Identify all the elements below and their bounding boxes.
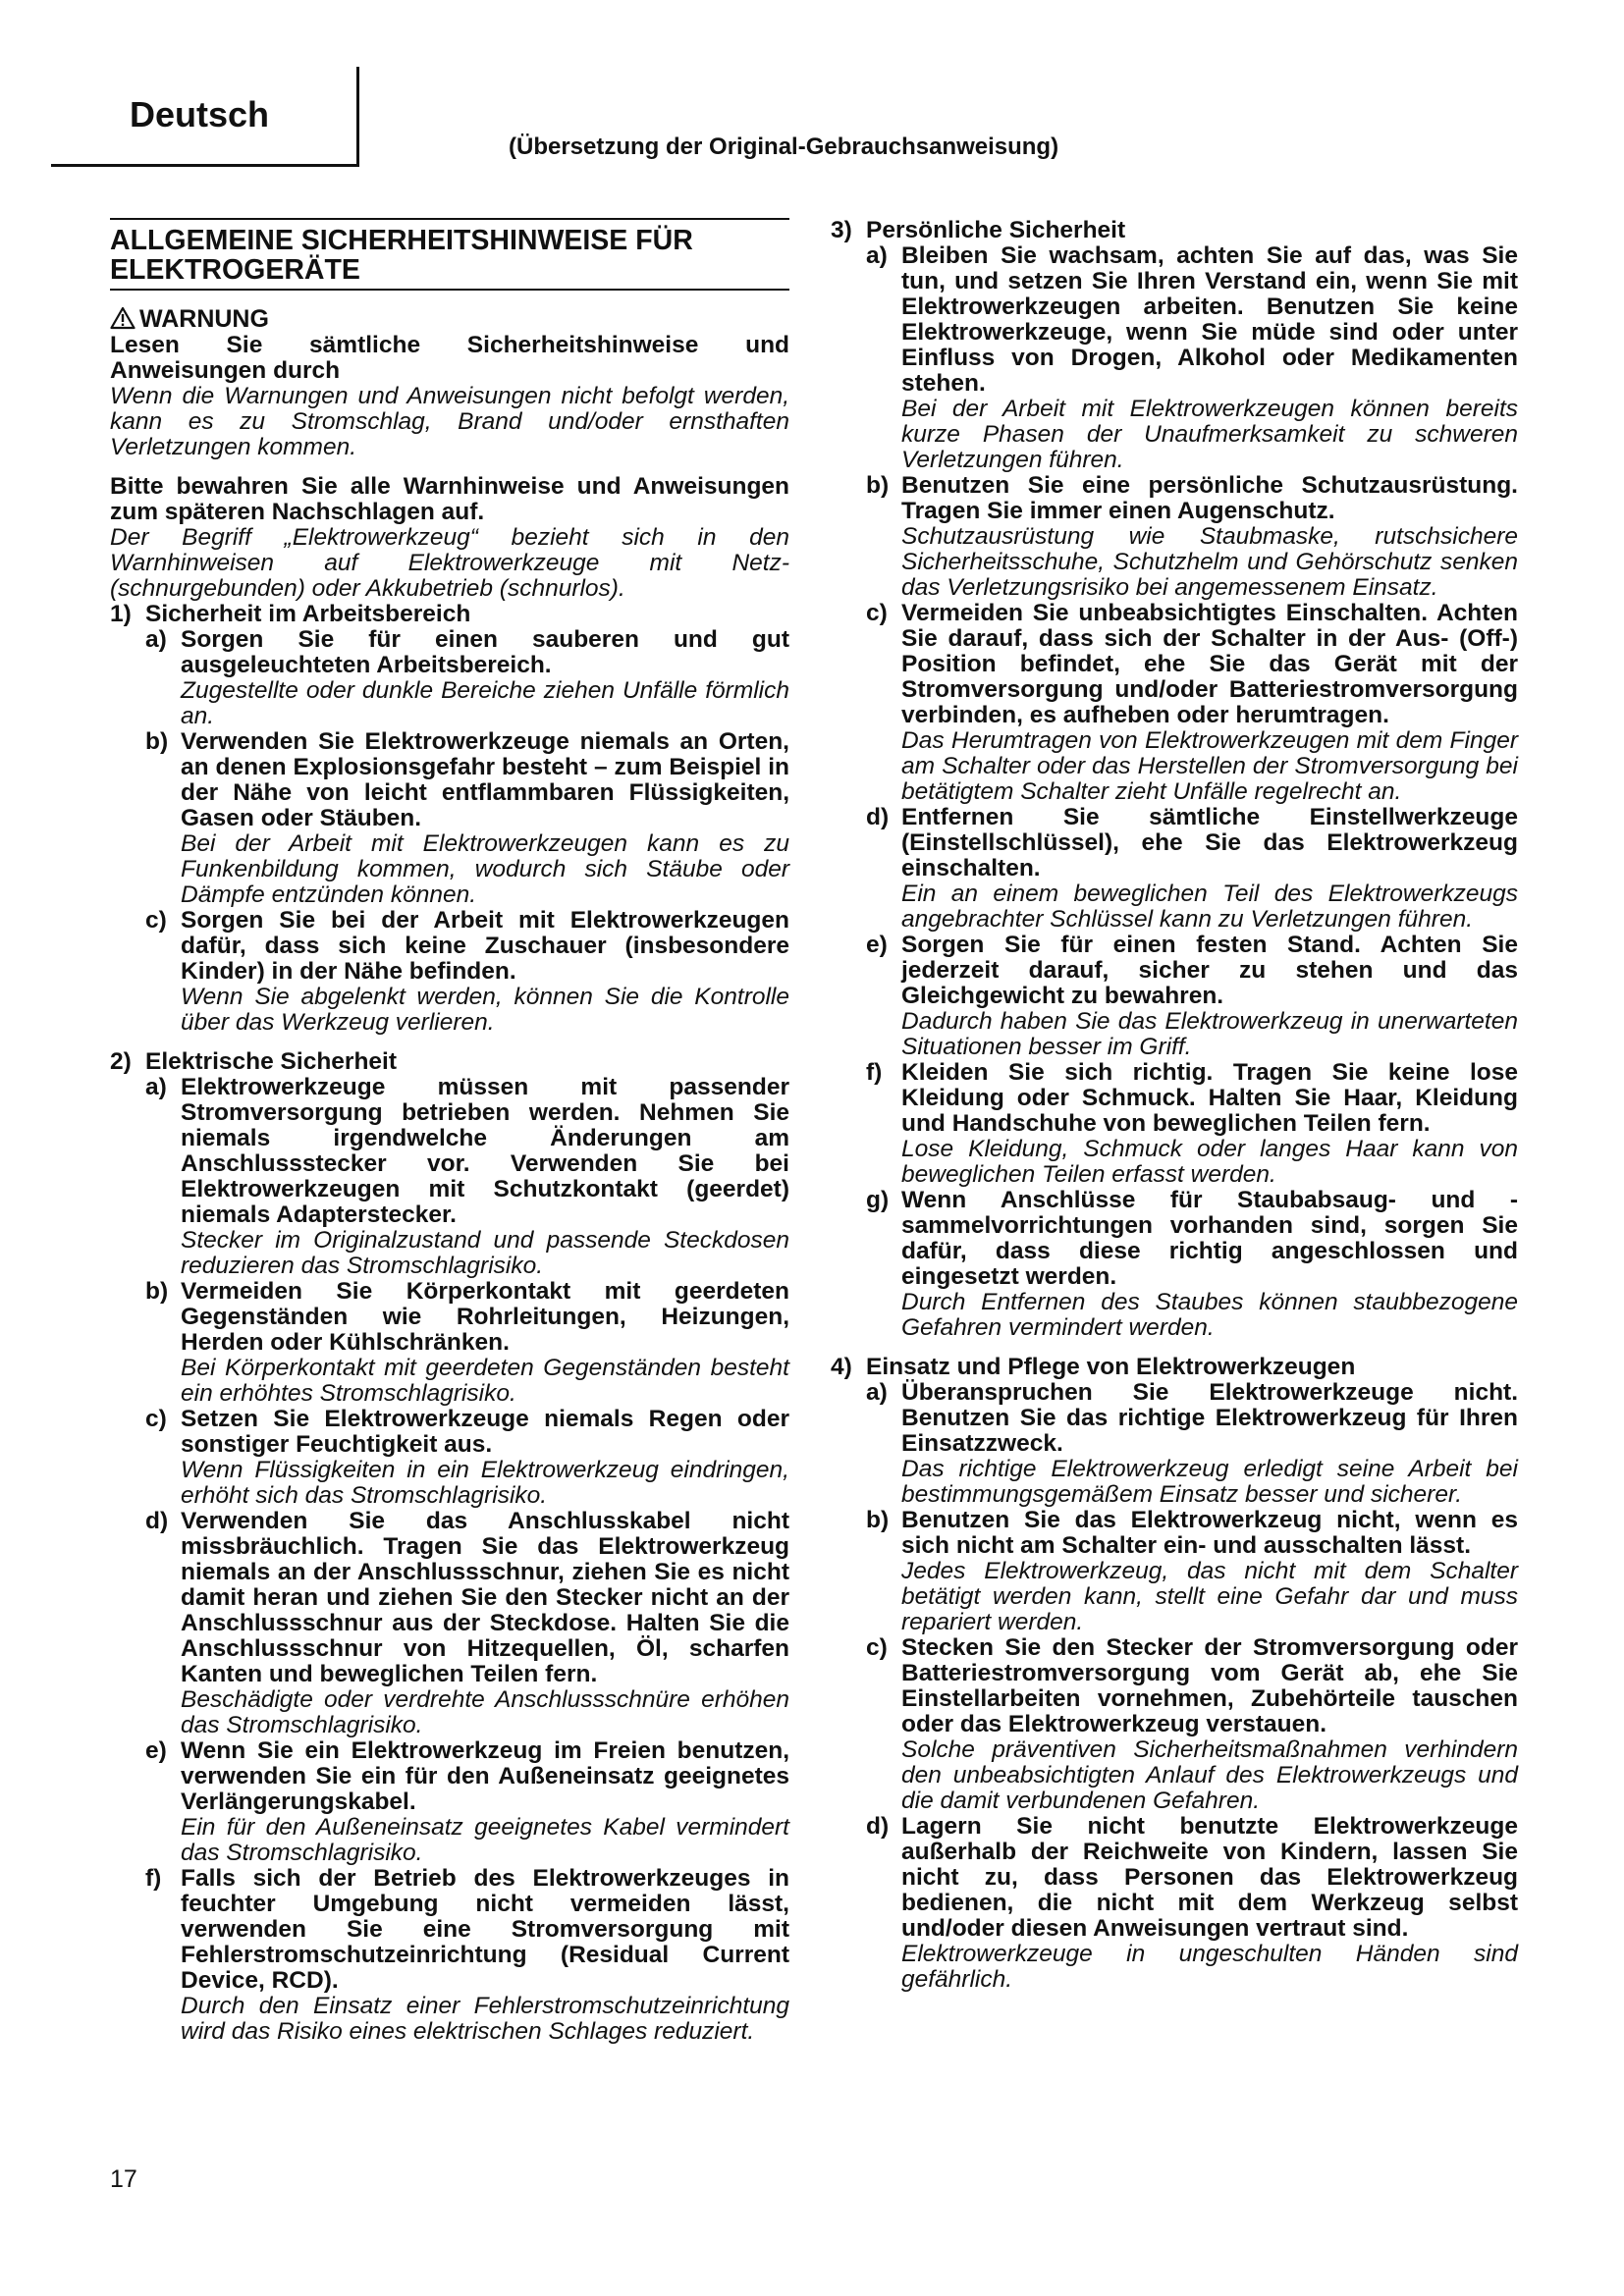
warning-bold-text: Lesen Sie sämtliche Sicherheitshinweise und Anweisungen durch [110, 332, 789, 384]
warning-label: WARNUNG [139, 305, 269, 333]
item-label: b) [866, 472, 890, 499]
item-italic: Solche präventiven Sicherheitsmaßnahmen verhindern den unbeabsichtigten Anlauf des Elektrowerkzeugs und die damit verbundenen Gefahren. [901, 1736, 1518, 1814]
item-label: f) [866, 1059, 883, 1086]
item-bold: Falls sich der Betrieb des Elektrowerkzeuges in feuchter Umgebung nicht vermeiden lässt, verwenden Sie eine Stromversorgung mit Fehlerstromschutzeinrichtung (Residual Current Device, RCD). [181, 1865, 789, 1994]
list-item [145, 908, 789, 1036]
item-italic: Ein für den Außeneinsatz geeignetes Kabel vermindert das Stromschlagrisiko. [181, 1814, 789, 1866]
section-heading: ALLGEMEINE SICHERHEITSHINWEISE FÜR ELEKTROGERÄTE [110, 218, 789, 291]
list-item [145, 1738, 789, 1866]
list-item [145, 1866, 789, 2045]
item-italic: Wenn Sie abgelenkt werden, können Sie die Kontrolle über das Werkzeug verlieren. [181, 984, 789, 1036]
item-label: c) [866, 1634, 888, 1661]
section-2 [110, 1049, 789, 1075]
section-3 [831, 218, 1518, 243]
item-bold: Verwenden Sie das Anschlusskabel nicht missbräuchlich. Tragen Sie das Elektrowerkzeug niemals an der Anschlussschnur, ziehen Sie es nicht damit heran und ziehen Sie den Stecker nicht an der Anschlussschnur aus der Steckdose. Halten Sie die Anschlussschnur von Hitzequellen, Öl, scharfen Kanten und beweglichen Teilen fern. [181, 1508, 789, 1687]
list-item [145, 729, 789, 908]
item-bold: Wenn Anschlüsse für Staubabsaug- und - sammelvorrichtungen vorhanden sind, sorgen Sie dafür, dass diese richtig angeschlossen und eingesetzt werden. [901, 1187, 1518, 1290]
right-column [831, 218, 1518, 1993]
list-item [866, 243, 1518, 473]
item-bold: Setzen Sie Elektrowerkzeuge niemals Regen oder sonstiger Feuchtigkeit aus. [181, 1406, 789, 1458]
list-item [145, 1279, 789, 1407]
item-bold: Sorgen Sie für einen festen Stand. Achten Sie jederzeit darauf, sicher zu stehen und das Gleichgewicht zu bewahren. [901, 932, 1518, 1009]
list-item [866, 1814, 1518, 1993]
list-item [866, 473, 1518, 601]
language-label: Deutsch [130, 94, 270, 134]
item-italic: Das Herumtragen von Elektrowerkzeugen mit dem Finger am Schalter oder das Herstellen der Stromversorgung bei betätigtem Schalter zieht Unfälle regelrecht an. [901, 727, 1518, 805]
section-number: 1) [110, 601, 132, 627]
item-bold: Verwenden Sie Elektrowerkzeuge niemals an Orten, an denen Explosionsgefahr besteht – zum Beispiel in der Nähe von leicht entflammbaren Flüssigkeiten, Gasen oder Stäuben. [181, 728, 789, 831]
item-italic: Wenn Flüssigkeiten in ein Elektrowerkzeug eindringen, erhöht sich das Stromschlagrisiko. [181, 1457, 789, 1509]
item-label: d) [866, 1813, 890, 1840]
item-bold: Wenn Sie ein Elektrowerkzeug im Freien benutzen, verwenden Sie ein für den Außeneinsatz geeignetes Verlängerungskabel. [181, 1737, 789, 1815]
list-item [866, 1380, 1518, 1508]
item-italic: Ein an einem beweglichen Teil des Elektrowerkzeugs angebrachter Schlüssel kann zu Verletzungen führen. [901, 881, 1518, 933]
item-italic: Beschädigte oder verdrehte Anschlussschnüre erhöhen das Stromschlagrisiko. [181, 1686, 789, 1738]
item-bold: Bleiben Sie wachsam, achten Sie auf das, was Sie tun, und setzen Sie Ihren Verstand ein, wenn Sie mit Elektrowerkzeugen arbeiten. Benutzen Sie keine Elektrowerkzeuge, wenn Sie müde sind oder unter Einfluss von Drogen, Alkohol oder Medikamenten stehen. [901, 242, 1518, 397]
item-italic: Bei der Arbeit mit Elektrowerkzeugen kann es zu Funkenbildung kommen, wodurch sich Stäube oder Dämpfe entzünden können. [181, 830, 789, 908]
item-label: d) [866, 804, 890, 830]
section-number: 3) [831, 217, 852, 243]
keep-instructions-bold: Bitte bewahren Sie alle Warnhinweise und Anweisungen zum späteren Nachschlagen auf. [110, 473, 789, 525]
warning-title [110, 306, 789, 333]
translation-subtitle: (Übersetzung der Original-Gebrauchsanweisung) [509, 133, 1059, 160]
item-label: e) [866, 932, 888, 958]
warning-triangle-icon [110, 306, 135, 330]
section-title: Persönliche Sicherheit [866, 217, 1126, 243]
item-italic: Dadurch haben Sie das Elektrowerkzeug in unerwarteten Situationen besser im Griff. [901, 1008, 1518, 1060]
item-bold: Vermeiden Sie Körperkontakt mit geerdeten Gegenständen wie Rohrleitungen, Heizungen, Herden oder Kühlschränken. [181, 1278, 789, 1356]
list-item [145, 1075, 789, 1279]
item-italic: Schutzausrüstung wie Staubmaske, rutschsichere Sicherheitsschuhe, Schutzhelm und Gehörschutz senken das Verletzungsrisiko bei angemessenem Einsatz. [901, 523, 1518, 601]
item-bold: Benutzen Sie eine persönliche Schutzausrüstung. Tragen Sie immer einen Augenschutz. [901, 472, 1518, 524]
item-bold: Benutzen Sie das Elektrowerkzeug nicht, wenn es sich nicht am Schalter ein- und ausschalten lässt. [901, 1507, 1518, 1559]
item-italic: Stecker im Originalzustand und passende Steckdosen reduzieren das Stromschlagrisiko. [181, 1227, 789, 1279]
section-title: Sicherheit im Arbeitsbereich [145, 601, 471, 627]
item-bold: Überanspruchen Sie Elektrowerkzeuge nicht. Benutzen Sie das richtige Elektrowerkzeug für Ihren Einsatzzweck. [901, 1379, 1518, 1457]
list-item [866, 1508, 1518, 1635]
item-label: d) [145, 1508, 169, 1534]
section-title: Einsatz und Pflege von Elektrowerkzeugen [866, 1354, 1356, 1380]
section-title: Elektrische Sicherheit [145, 1048, 398, 1075]
item-bold: Lagern Sie nicht benutzte Elektrowerkzeuge außerhalb der Reichweite von Kindern, lassen Sie nicht zu, dass Personen das Elektrowerkzeug bedienen, die nicht mit dem Werkzeug selbst und/oder diesen Anweisungen vertraut sind. [901, 1813, 1518, 1942]
left-column [110, 218, 789, 2045]
item-label: a) [145, 626, 167, 653]
item-italic: Jedes Elektrowerkzeug, das nicht mit dem Schalter betätigt werden kann, stellt eine Gefahr dar und muss repariert werden. [901, 1558, 1518, 1635]
keep-instructions-italic: Der Begriff „Elektrowerkzeug“ bezieht sich in den Warnhinweisen auf Elektrowerkzeuge mit Netz- (schnurgebunden) oder Akkubetrieb (schnurlos). [110, 524, 789, 602]
item-label: b) [145, 728, 169, 755]
item-italic: Bei Körperkontakt mit geerdeten Gegenständen besteht ein erhöhtes Stromschlagrisiko. [181, 1355, 789, 1407]
item-italic: Das richtige Elektrowerkzeug erledigt seine Arbeit bei bestimmungsgemäßem Einsatz besser und sicherer. [901, 1456, 1518, 1508]
item-label: g) [866, 1187, 890, 1213]
list-item [866, 601, 1518, 805]
item-bold: Kleiden Sie sich richtig. Tragen Sie keine lose Kleidung oder Schmuck. Halten Sie Haar, Kleidung und Handschuhe von beweglichen Teilen fern. [901, 1059, 1518, 1137]
item-label: a) [866, 242, 888, 269]
item-italic: Elektrowerkzeuge in ungeschulten Händen sind gefährlich. [901, 1941, 1518, 1993]
item-label: b) [145, 1278, 169, 1305]
list-item [866, 1188, 1518, 1341]
section-4 [831, 1355, 1518, 1380]
page-number: 17 [110, 2165, 137, 2193]
list-item [145, 1509, 789, 1738]
item-bold: Sorgen Sie für einen sauberen und gut ausgeleuchteten Arbeitsbereich. [181, 626, 789, 678]
item-label: c) [866, 600, 888, 626]
item-italic: Zugestellte oder dunkle Bereiche ziehen Unfälle förmlich an. [181, 677, 789, 729]
item-bold: Vermeiden Sie unbeabsichtigtes Einschalten. Achten Sie darauf, dass sich der Schalter in der Aus- (Off-) Position befindet, ehe Sie das Gerät mit der Stromversorgung und/oder Batteriestromversorgung verbinden, es aufheben oder herumtragen. [901, 600, 1518, 728]
item-italic: Durch Entfernen des Staubes können staubbezogene Gefahren vermindert werden. [901, 1289, 1518, 1341]
item-label: f) [145, 1865, 162, 1892]
list-item [866, 805, 1518, 933]
list-item [866, 933, 1518, 1060]
warning-italic-text: Wenn die Warnungen und Anweisungen nicht befolgt werden, kann es zu Stromschlag, Brand und/oder ernsthaften Verletzungen kommen. [110, 383, 789, 460]
item-label: e) [145, 1737, 167, 1764]
item-bold: Sorgen Sie bei der Arbeit mit Elektrowerkzeugen dafür, dass sich keine Zuschauer (insbesondere Kinder) in der Nähe befinden. [181, 907, 789, 985]
item-bold: Elektrowerkzeuge müssen mit passender Stromversorgung betrieben werden. Nehmen Sie niemals irgendwelche Änderungen am Anschlussstecker vor. Verwenden Sie bei Elektrowerkzeugen mit Schutzkontakt (geerdet) niemals Adapterstecker. [181, 1074, 789, 1228]
list-item [866, 1635, 1518, 1814]
item-italic: Durch den Einsatz einer Fehlerstromschutzeinrichtung wird das Risiko eines elektrischen Schlages reduziert. [181, 1993, 789, 2045]
item-label: c) [145, 907, 167, 934]
list-item [866, 1060, 1518, 1188]
item-italic: Lose Kleidung, Schmuck oder langes Haar kann von beweglichen Teilen erfasst werden. [901, 1136, 1518, 1188]
section-number: 4) [831, 1354, 852, 1380]
list-item [145, 627, 789, 729]
list-item [145, 1407, 789, 1509]
section-number: 2) [110, 1048, 132, 1075]
item-italic: Bei der Arbeit mit Elektrowerkzeugen können bereits kurze Phasen der Unaufmerksamkeit zu schweren Verletzungen führen. [901, 396, 1518, 473]
item-bold: Entfernen Sie sämtliche Einstellwerkzeuge (Einstellschlüssel), ehe Sie das Elektrowerkzeug einschalten. [901, 804, 1518, 881]
item-label: c) [145, 1406, 167, 1432]
section-1 [110, 602, 789, 627]
item-label: a) [866, 1379, 888, 1406]
item-label: b) [866, 1507, 890, 1533]
item-label: a) [145, 1074, 167, 1100]
item-bold: Stecken Sie den Stecker der Stromversorgung oder Batteriestromversorgung vom Gerät ab, ehe Sie Einstellarbeiten vornehmen, Zubehörteile tauschen oder das Elektrowerkzeug verstauen. [901, 1634, 1518, 1737]
